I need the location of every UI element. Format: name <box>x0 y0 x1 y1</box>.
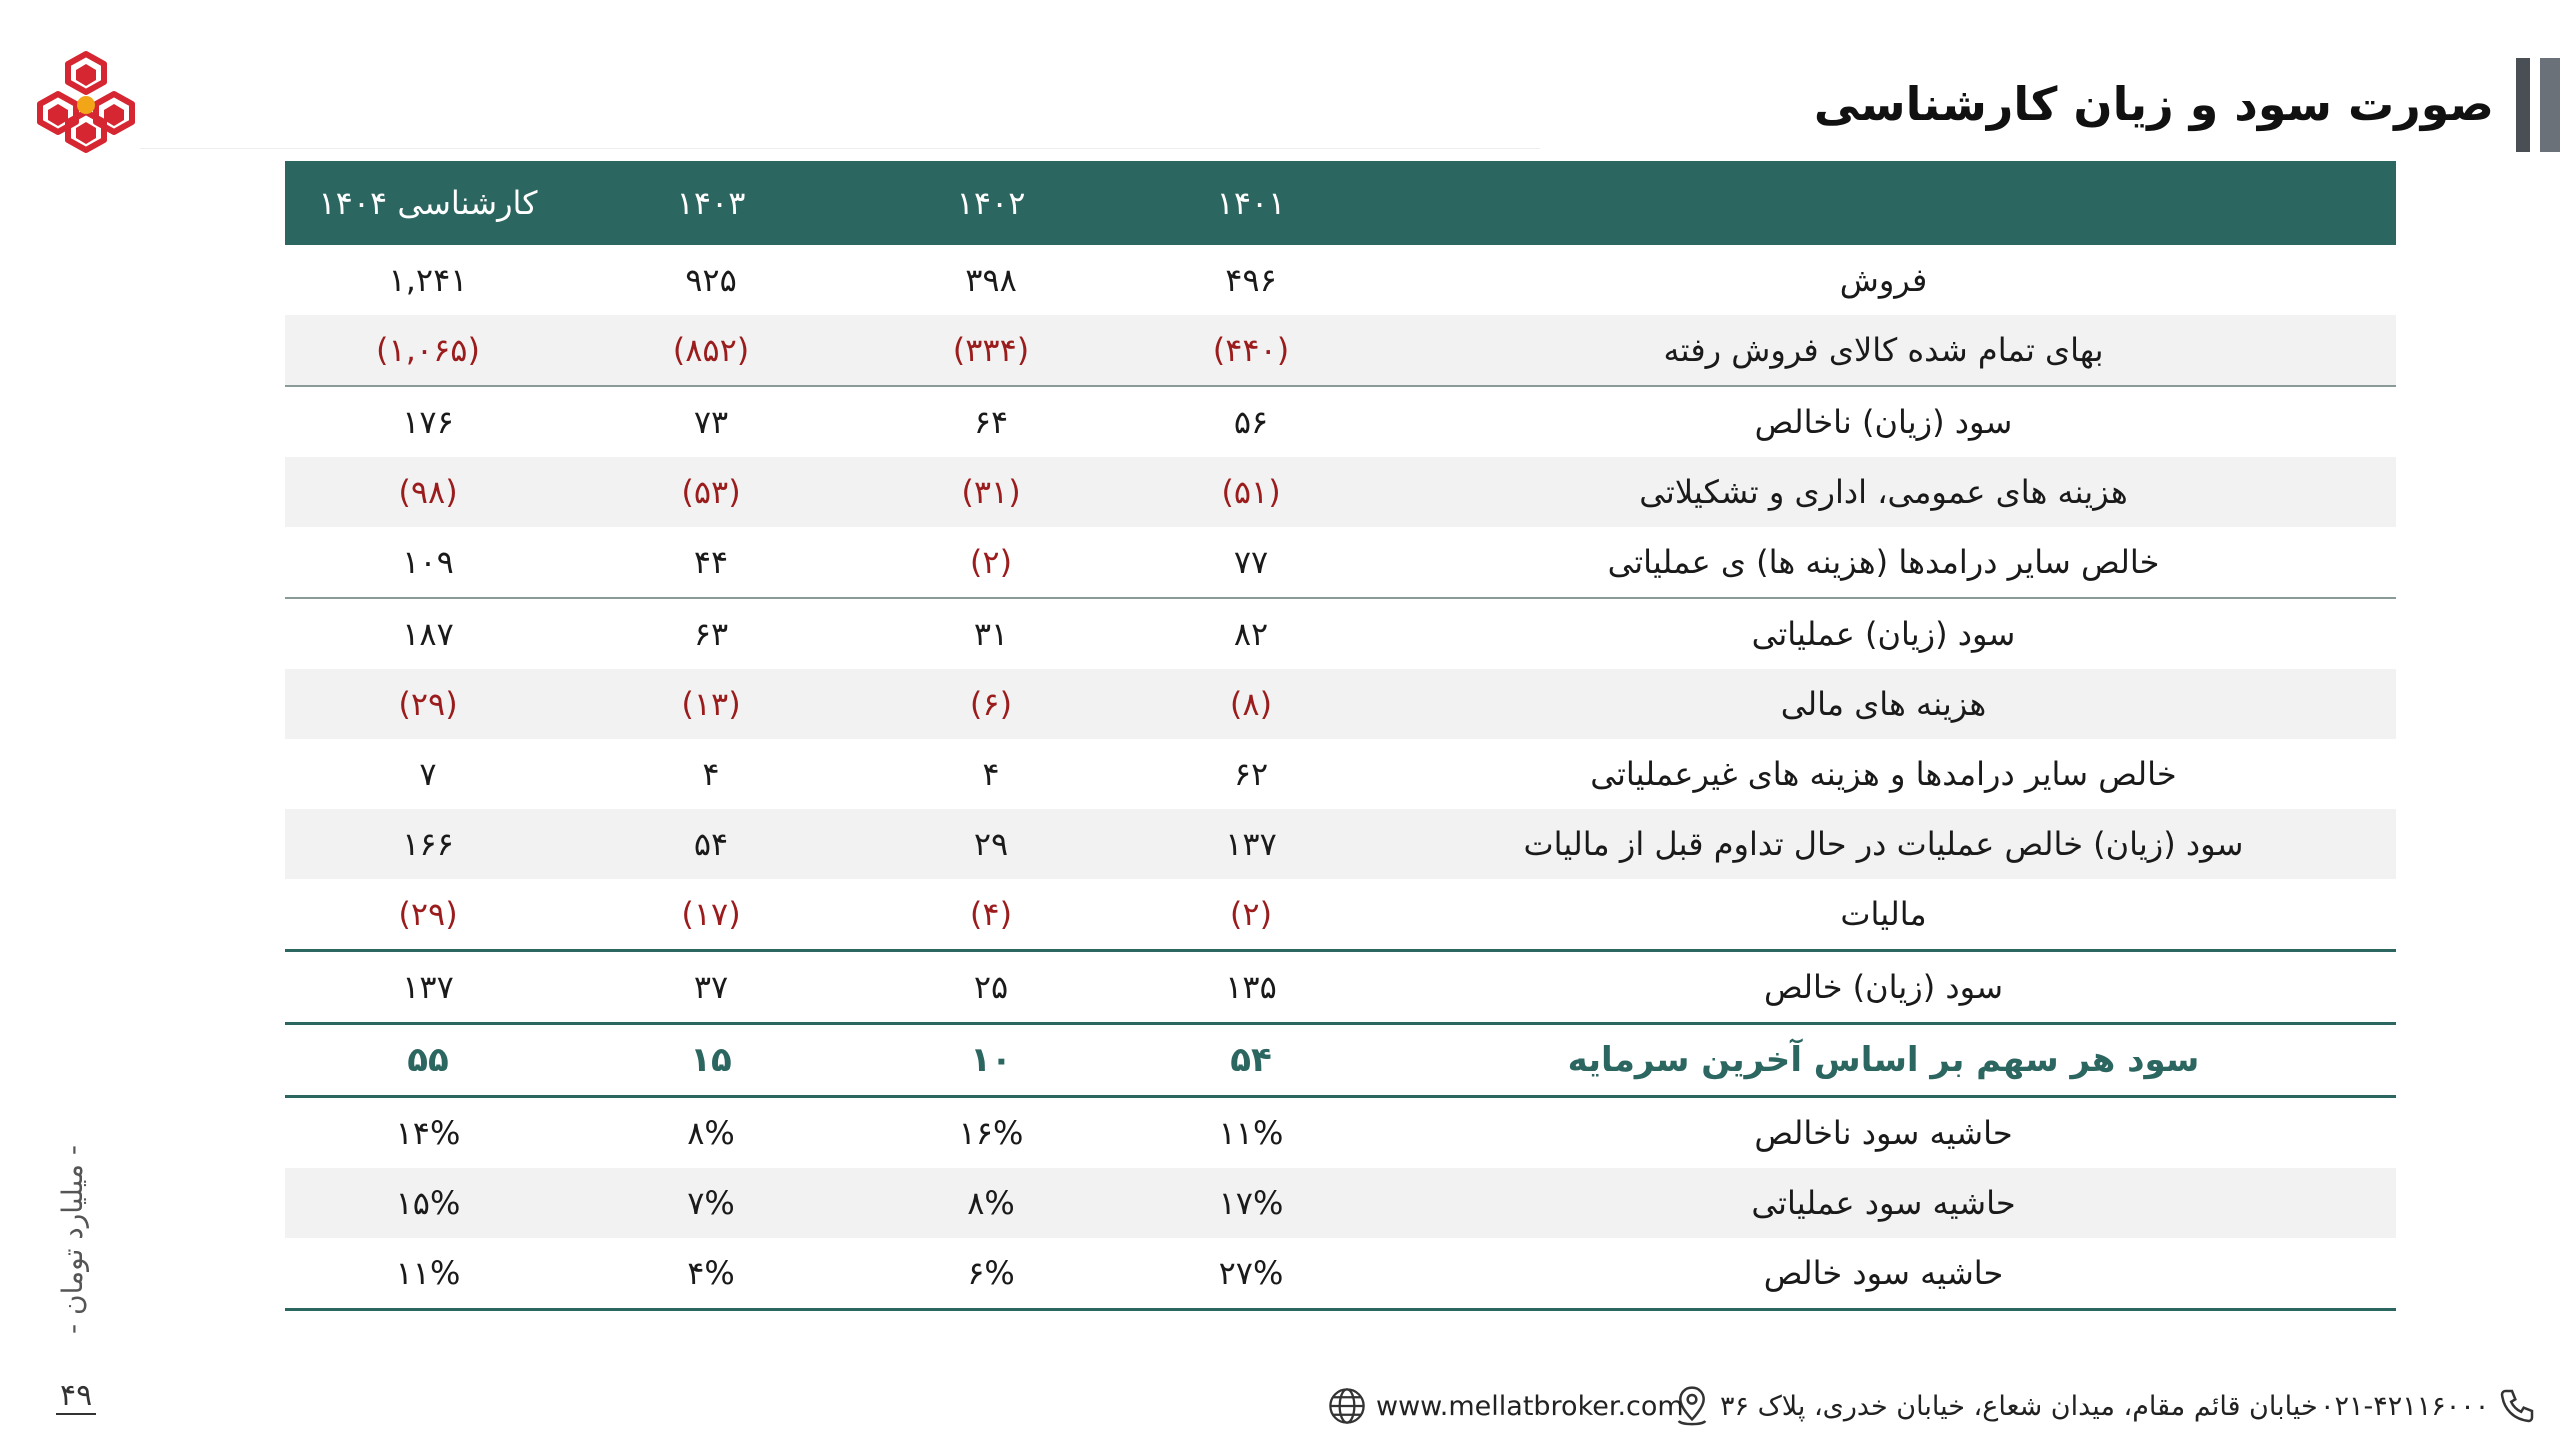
cell: ۷ <box>419 755 437 793</box>
header-1402: ۱۴۰۲ <box>851 161 1131 245</box>
website-link[interactable]: www.mellatbroker.com <box>1376 1390 1684 1422</box>
cell: ۵۶ <box>1233 403 1269 441</box>
row-label: سود (زیان) خالص <box>1371 951 2396 1024</box>
header-1401: ۱۴۰۱ <box>1131 161 1371 245</box>
cell: ۳۷ <box>571 951 851 1024</box>
cell: ۱۷۶ <box>402 403 454 441</box>
cell: (۲۹) <box>285 669 571 739</box>
table-header-row <box>285 161 2396 245</box>
cell: ۳۹۸ <box>965 261 1017 299</box>
cell: ۴% <box>571 1238 851 1310</box>
cell: (۴۴۰) <box>1131 315 1371 386</box>
table-row <box>285 879 2396 951</box>
table-row <box>285 739 2396 809</box>
cell: ۶% <box>851 1238 1131 1310</box>
table-row <box>285 315 2396 386</box>
phone-icon <box>2497 1386 2537 1426</box>
cell: ۴۴ <box>571 527 851 598</box>
globe-icon <box>1326 1385 1368 1427</box>
cell: (۸۵۲) <box>571 315 851 386</box>
cell: ۱۱% <box>285 1238 571 1310</box>
phone-number: ۰۲۱-۴۲۱۱۶۰۰۰ <box>2320 1390 2490 1422</box>
table-row <box>285 1097 2396 1169</box>
cell: ۳۱ <box>973 615 1009 653</box>
cell: ۱,۲۴۱ <box>388 261 468 299</box>
footer-address <box>1664 1382 2318 1430</box>
header-1404-forecast: کارشناسی ۱۴۰۴ <box>285 161 571 245</box>
cell: (۴) <box>851 879 1131 951</box>
cell: ۱۴% <box>395 1114 461 1152</box>
cell: (۱۳) <box>571 669 851 739</box>
table-row <box>285 457 2396 527</box>
cell: (۱,۰۶۵) <box>285 315 571 386</box>
company-logo <box>36 50 136 154</box>
address-text: خیابان قائم مقام، میدان شعاع، خیابان خدری، پلاک ۳۶ <box>1720 1390 2318 1422</box>
cell: ۸% <box>687 1114 735 1152</box>
cell: ۲۷% <box>1131 1238 1371 1310</box>
cell: ۱۳۷ <box>285 951 571 1024</box>
cell: ۱۵% <box>285 1168 571 1238</box>
table-row <box>285 245 2396 315</box>
cell: ۱۰۹ <box>285 527 571 598</box>
cell: ۲۹ <box>851 809 1131 879</box>
row-label: حاشیه سود ناخالص <box>1754 1114 2013 1152</box>
cell: (۲) <box>851 527 1131 598</box>
cell: ۵۴ <box>1131 1024 1371 1097</box>
cell: (۲) <box>1131 879 1371 951</box>
cell: ۵۴ <box>571 809 851 879</box>
row-label: سود (زیان) خالص عملیات در حال تداوم قبل از مالیات <box>1371 809 2396 879</box>
footer-phone <box>2320 1382 2545 1430</box>
row-label: خالص سایر درامدها و هزینه های غیرعملیاتی <box>1590 755 2177 793</box>
title-accent-bar <box>2516 58 2560 152</box>
cell: ۷۳ <box>693 403 729 441</box>
cell: (۸) <box>1131 669 1371 739</box>
unit-label: - میلیارد تومان - <box>56 1145 89 1335</box>
cell: (۶) <box>851 669 1131 739</box>
row-label: سود هر سهم بر اساس آخرین سرمایه <box>1371 1024 2396 1097</box>
table-row <box>285 1168 2396 1238</box>
cell: ۸% <box>851 1168 1131 1238</box>
footer-website[interactable] <box>1318 1382 1684 1430</box>
table-row <box>285 527 2396 598</box>
row-label: حاشیه سود عملیاتی <box>1371 1168 2396 1238</box>
cell: ۱۷% <box>1131 1168 1371 1238</box>
cell: ۱۸۷ <box>402 615 454 653</box>
cell: (۳۱) <box>851 457 1131 527</box>
cell: ۹۲۵ <box>685 261 737 299</box>
header-divider <box>140 148 1540 149</box>
cell: ۱۶۶ <box>285 809 571 879</box>
cell: ۱۶% <box>958 1114 1024 1152</box>
table-row <box>285 809 2396 879</box>
cell: (۹۸) <box>285 457 571 527</box>
table-row <box>285 386 2396 457</box>
row-label: حاشیه سود خالص <box>1371 1238 2396 1310</box>
cell: (۱۷) <box>571 879 851 951</box>
cell: ۶۳ <box>693 615 729 653</box>
cell: ۱۳۵ <box>1131 951 1371 1024</box>
row-label: بهای تمام شده کالای فروش رفته <box>1371 315 2396 386</box>
header-label-col <box>1371 161 2396 245</box>
cell: (۵۱) <box>1131 457 1371 527</box>
header-1403: ۱۴۰۳ <box>571 161 851 245</box>
row-label: هزینه های عمومی، اداری و تشکیلاتی <box>1371 457 2396 527</box>
cell: ۴ <box>702 755 720 793</box>
row-label: فروش <box>1839 261 1928 299</box>
cell: ۷% <box>571 1168 851 1238</box>
row-label: هزینه های مالی <box>1371 669 2396 739</box>
cell: ۵۵ <box>285 1024 571 1097</box>
cell: ۱۵ <box>571 1024 851 1097</box>
cell: ۱۰ <box>851 1024 1131 1097</box>
row-label: خالص سایر درامدها (هزینه ها) ی عملیاتی <box>1371 527 2396 598</box>
table-row-eps <box>285 1024 2396 1097</box>
cell: ۶۴ <box>973 403 1009 441</box>
cell: ۸۲ <box>1233 615 1269 653</box>
cell: (۵۳) <box>571 457 851 527</box>
cell: ۱۳۷ <box>1131 809 1371 879</box>
table-row <box>285 669 2396 739</box>
table-row <box>285 1238 2396 1310</box>
cell: ۲۵ <box>851 951 1131 1024</box>
row-label: مالیات <box>1371 879 2396 951</box>
cell: ۱۱% <box>1218 1114 1284 1152</box>
cell: ۶۲ <box>1233 755 1269 793</box>
table-row <box>285 951 2396 1024</box>
page-title: صورت سود و زیان کارشناسی <box>1813 77 2494 131</box>
cell: ۴۹۶ <box>1225 261 1277 299</box>
cell: (۳۳۴) <box>851 315 1131 386</box>
page-number: ۴۹ <box>56 1378 96 1415</box>
row-label: سود (زیان) ناخالص <box>1754 403 2013 441</box>
cell: ۴ <box>982 755 1000 793</box>
income-statement-table <box>285 161 2396 1311</box>
table-row <box>285 598 2396 669</box>
row-label: سود (زیان) عملیاتی <box>1751 615 2016 653</box>
cell: ۷۷ <box>1131 527 1371 598</box>
cell: (۲۹) <box>285 879 571 951</box>
